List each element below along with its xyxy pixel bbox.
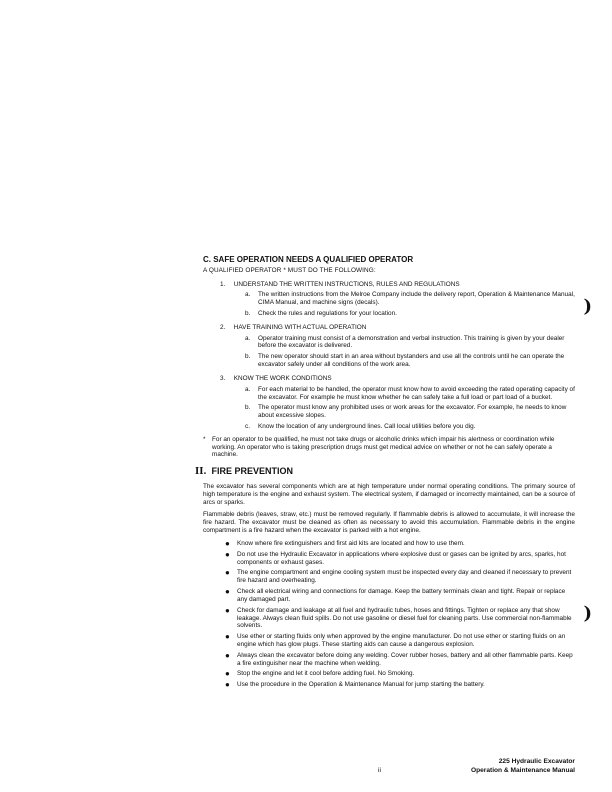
bullet-icon: ● xyxy=(225,632,230,642)
footer-title xyxy=(471,758,575,775)
list-item xyxy=(220,375,575,431)
bullet-text: Use ether or starting fluids only when approved by the engine manufacturer. Do not use ether or starting fluids on an engine which has glow plugs. These starting aids can cause a dangerous explosion. xyxy=(237,633,566,648)
list-item xyxy=(225,681,575,689)
item-number: 2. xyxy=(220,323,226,331)
list-item xyxy=(220,281,575,318)
sub-item-text: For each material to be handled, the operator must know how to avoid exceeding the rated operating capacity of the excavator. For example he must know whether he can safely take a full load or part load of a bucket. xyxy=(258,385,575,401)
sub-item-text: Know the location of any underground lines. Call local utilities before you dig. xyxy=(258,422,476,430)
list-item xyxy=(225,670,575,678)
section-ii-title xyxy=(195,466,575,478)
bullet-icon: ● xyxy=(225,549,230,559)
note-asterisk: * xyxy=(203,435,206,443)
sub-item-text: The new operator should start in an area without bystanders and use all the controls until he can operate the excavator safely under all conditions of the work area. xyxy=(258,353,565,369)
section-fire-prevention xyxy=(195,466,575,692)
bullet-icon: ● xyxy=(225,538,230,548)
bullet-text: Stop the engine and let it cool before adding fuel. No Smoking. xyxy=(237,670,415,678)
list-item xyxy=(220,324,575,369)
bullet-icon: ● xyxy=(225,605,230,615)
list-item xyxy=(225,652,575,668)
note-text: For an operator to be qualified, he must not take drugs or alcoholic drinks which impair his alertness or coordination while working. An operator who is taking prescription drugs must get medical advice on whether or not he can safely operate a machine. xyxy=(212,435,555,459)
footer-line-1: 225 Hydraulic Excavator xyxy=(498,758,575,765)
section-ii-numeral: II. xyxy=(195,467,207,477)
sub-item-letter: c. xyxy=(245,422,250,430)
sub-item-letter: b. xyxy=(245,310,251,317)
bullet-text: Use the procedure in the Operation & Maintenance Manual for jump starting the battery. xyxy=(237,681,485,689)
list-item xyxy=(225,569,575,585)
binding-mark: ) xyxy=(583,603,592,624)
section-c-title: C. SAFE OPERATION NEEDS A QUALIFIED OPERATOR xyxy=(203,255,414,264)
sub-item xyxy=(245,353,575,369)
list-item xyxy=(225,551,575,567)
sub-item xyxy=(245,291,575,307)
bullet-text: Know where fire extinguishers and first aid kits are located and how to use them. xyxy=(237,539,465,547)
section-ii-heading: FIRE PREVENTION xyxy=(211,466,294,476)
section-c xyxy=(203,255,575,459)
sub-item-letter: a. xyxy=(245,334,251,342)
binding-mark: ) xyxy=(583,296,592,317)
bullet-text: The engine compartment and engine cooling system must be inspected every day and cleaned if necessary to prevent fire hazard and overheating. xyxy=(237,569,572,585)
sub-item-letter: a. xyxy=(245,385,251,393)
list-item xyxy=(225,633,575,649)
bullet-text: Always clean the excavator before doing any welding. Cover rubber hoses, battery and all other flammable parts. Keep a fire extinguisher near the machine when welding. xyxy=(237,651,573,667)
sub-item xyxy=(245,386,575,402)
qualified-operator-note xyxy=(203,436,575,459)
bullet-icon: ● xyxy=(225,650,230,660)
bullet-icon: ● xyxy=(225,568,230,578)
page-number: ii xyxy=(378,767,381,774)
list-item xyxy=(225,607,575,630)
sub-item-letter: a. xyxy=(245,291,251,299)
sub-item-text: Check the rules and regulations for your location. xyxy=(258,310,397,317)
sub-item-letter: b. xyxy=(245,404,251,412)
footer-line-2: Operation & Maintenance Manual xyxy=(470,766,575,774)
item-heading: UNDERSTAND THE WRITTEN INSTRUCTIONS, RULES AND REGULATIONS xyxy=(233,280,460,288)
bullet-icon: ● xyxy=(225,680,230,690)
fire-safety-bullets xyxy=(195,540,575,690)
sub-item xyxy=(245,404,575,420)
item-title xyxy=(220,375,575,383)
item-title xyxy=(220,281,575,289)
item-heading: KNOW THE WORK CONDITIONS xyxy=(233,374,332,382)
item-number: 3. xyxy=(220,374,226,382)
sub-item xyxy=(245,423,575,431)
sub-item-text: The written instructions from the Melroe Company include the delivery report, Operation & Maintenance Manual, CIMA Manual, and machine signs (decals). xyxy=(258,291,575,307)
bullet-text: Check for damage and leakage at all fuel and hydraulic tubes, hoses and fittings. Tighten or replace any that show leakage. Always clean fluid spills. Do not use gasoline or diesel fuel for cleaning parts. Use commercial non-flammable solvents. xyxy=(237,606,572,630)
paragraph: The excavator has several components which are at high temperature under normal operating conditions. The primary source of high temperature is the engine and exhaust system. The electrical system, if damaged or incorrectly maintained, can be a source of arcs or sparks. xyxy=(203,482,575,506)
bullet-text: Do not use the Hydraulic Excavator in applications where explosive dust or gases can be ignited by arcs, sparks, hot components or exhaust gases. xyxy=(237,550,566,566)
sub-item-text: Operator training must consist of a demonstration and verbal instruction. This training is given by your dealer before the excavator is delivered. xyxy=(258,334,565,350)
list-item xyxy=(225,588,575,604)
sub-item-letter: b. xyxy=(245,353,251,361)
item-heading: HAVE TRAINING WITH ACTUAL OPERATION xyxy=(233,323,367,331)
bullet-icon: ● xyxy=(225,669,230,679)
section-c-subtitle: A QUALIFIED OPERATOR * MUST DO THE FOLLOWING: xyxy=(203,266,376,274)
sub-item xyxy=(245,310,575,318)
list-item xyxy=(225,540,575,548)
item-title xyxy=(220,324,575,332)
sub-item-text: The operator must know any prohibited uses or work areas for the excavator. For example, he needs to know about excessive slopes. xyxy=(258,404,567,420)
item-number: 1. xyxy=(220,280,226,288)
bullet-icon: ● xyxy=(225,587,230,597)
sub-item xyxy=(245,335,575,351)
paragraph: Flammable debris (leaves, straw, etc.) must be removed regularly. If flammable debris is allowed to accumulate, it will increase the fire hazard. The excavator must be cleaned as often as necessary to avoid this accumulation. Flammable debris in the engine compartment is a fire hazard when the excavator is parked with a hot engine. xyxy=(203,511,575,535)
bullet-text: Check all electrical wiring and connections for damage. Keep the battery terminals clean and tight. Repair or replace any damaged part. xyxy=(237,588,566,603)
